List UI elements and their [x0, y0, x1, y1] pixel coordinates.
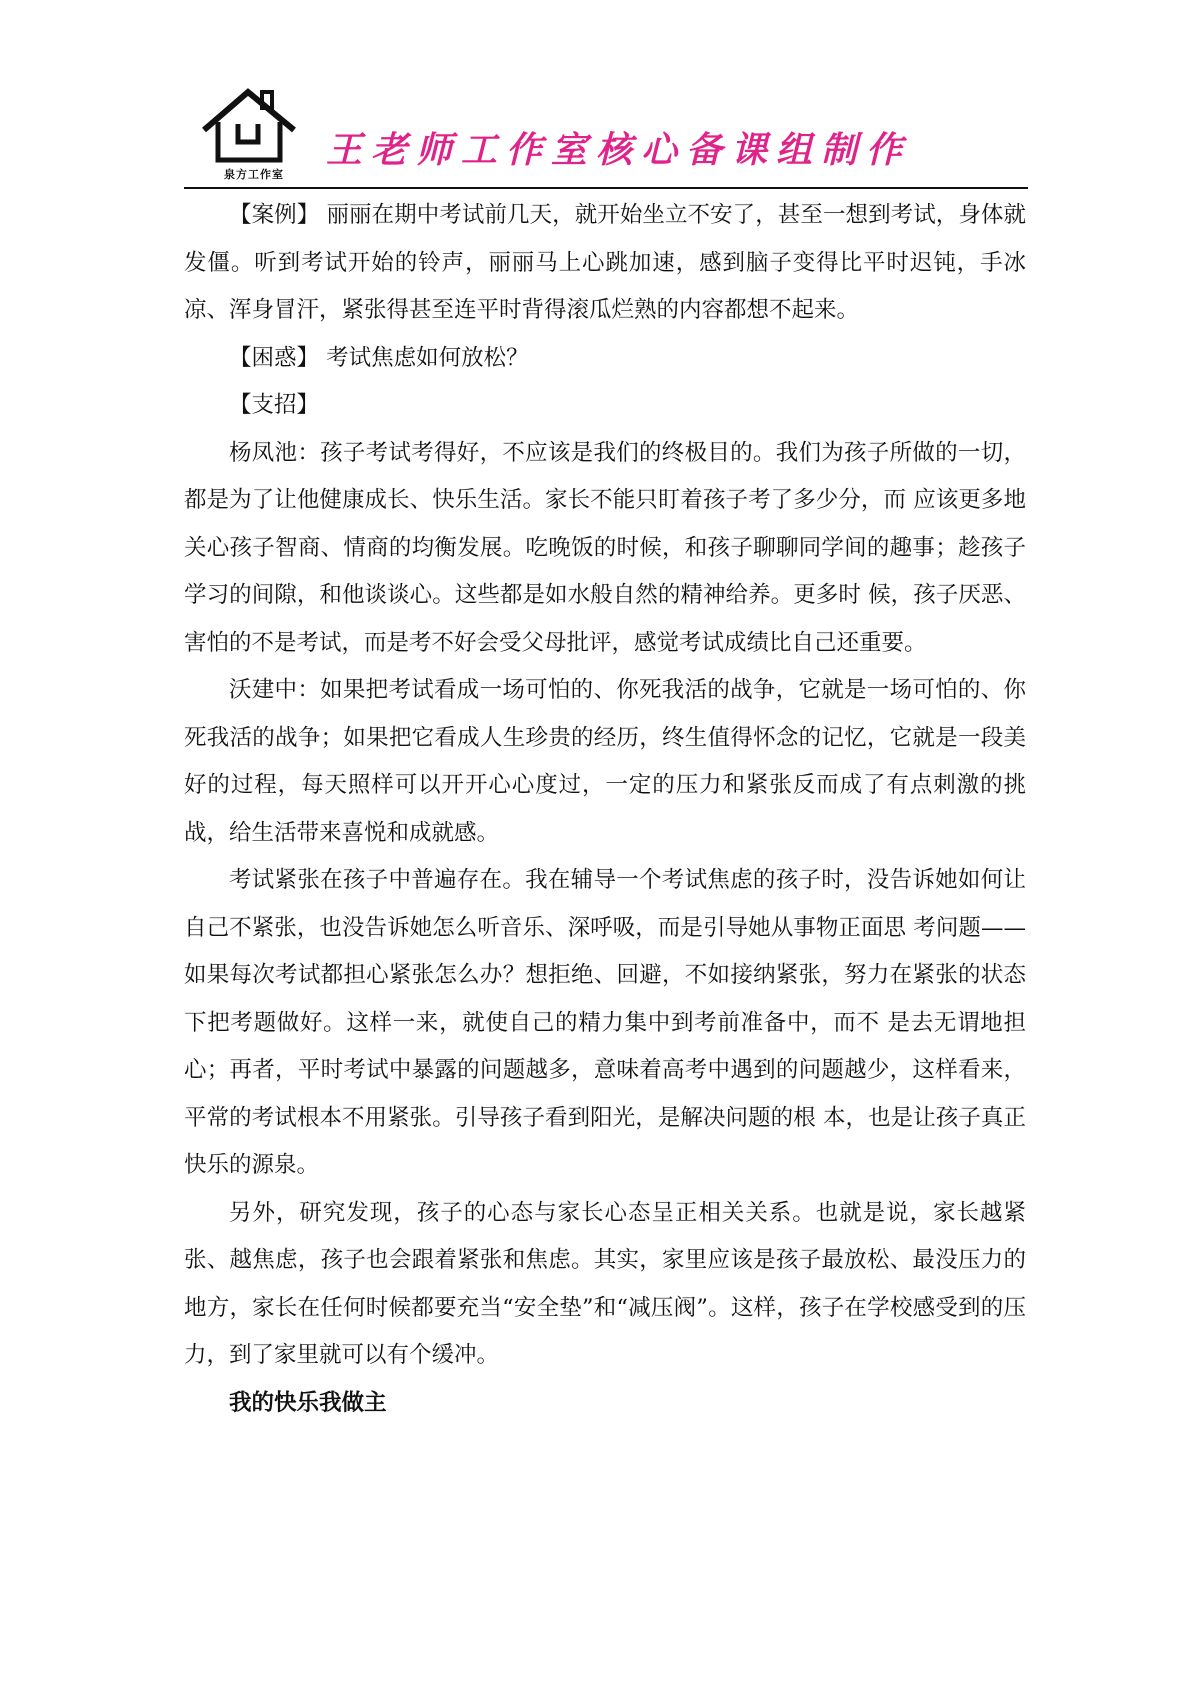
yang-paragraph: 杨凤池：孩子考试考得好，不应该是我们的终极目的。我们为孩子所做的一切，都是为了让他健康成长、快乐生活。家长不能只盯着孩子考了多少分，而 应该更多地关心孩子智商、情商的均衡发展。吃晚饭的时候，和孩子聊聊同学间的趣事；趁孩子学习的间隙，和他谈谈心。这些都是如水般自然的精神给养。更多时 候，孩子厌恶、害怕的不是考试，而是考不好会受父母批评，感觉考试成绩比自己还重要。: [184, 439, 1026, 656]
wo-paragraph: 沃建中：如果把考试看成一场可怕的、你死我活的战争，它就是一场可怕的、你死我活的战争；如果把它看成人生珍贵的经历，终生值得怀念的记忆，它就是一段美好的过程，每天照样可以开开心心度过，一定的压力和紧张反而成了有点刺激的挑战，给生活带来喜悦和成就感。: [184, 677, 1026, 846]
article-body: [184, 192, 1026, 1427]
header-title: 王老师工作室核心备课组制作: [326, 130, 912, 171]
parents-paragraph: 另外，研究发现，孩子的心态与家长心态呈正相关关系。也就是说，家长越紧张、越焦虑，孩子也会跟着紧张和焦虑。其实，家里应该是孩子最放松、最没压力的地方，家长在任何时候都要充当“安全垫”和“减压阀”。这样，孩子在学校感受到的压力，到了家里就可以有个缓冲。: [184, 1199, 1026, 1368]
confusion-text: 考试焦虑如何放松？: [326, 344, 529, 371]
case-paragraph: [184, 192, 1026, 335]
advice-label: 【支招】: [229, 392, 320, 418]
advice-paragraph: [184, 382, 1026, 430]
logo-caption: 泉方工作室: [224, 168, 284, 181]
header-divider: [184, 187, 1028, 189]
anxiety-paragraph: 考试紧张在孩子中普遍存在。我在辅导一个考试焦虑的孩子时，没告诉她如何让自己不紧张，也没告诉她怎么听音乐、深呼吸，而是引导她从事物正面思 考问题——如果每次考试都担心紧张怎么办？想拒绝、回避，不如接纳紧张，努力在紧张的状态下把考题做好。这样一来，就使自己的精力集中到考前准备中，而不 是去无谓地担心；再者，平时考试中暴露的问题越多，意味着高考中遇到的问题越少，这样看来，平常的考试根本不用紧张。引导孩子看到阳光，是解决问题的根 本，也是让孩子真正快乐的源泉。: [184, 867, 1026, 1178]
case-text: 丽丽在期中考试前几天，就开始坐立不安了，甚至一想到考试，身体就发僵。听到考试开始的铃声，丽丽马上心跳加速，感到脑子变得比平时迟钝，手冰凉、浑身冒汗，紧张得甚至连平时背得滚瓜烂熟的内容都想不起来。: [184, 202, 1026, 323]
page-header: [198, 86, 1028, 186]
closing-heading: 我的快乐我做主: [229, 1389, 387, 1416]
confusion-label: 【困惑】: [229, 344, 320, 371]
case-label: 【案例】: [229, 202, 320, 228]
confusion-paragraph: [184, 335, 1026, 383]
